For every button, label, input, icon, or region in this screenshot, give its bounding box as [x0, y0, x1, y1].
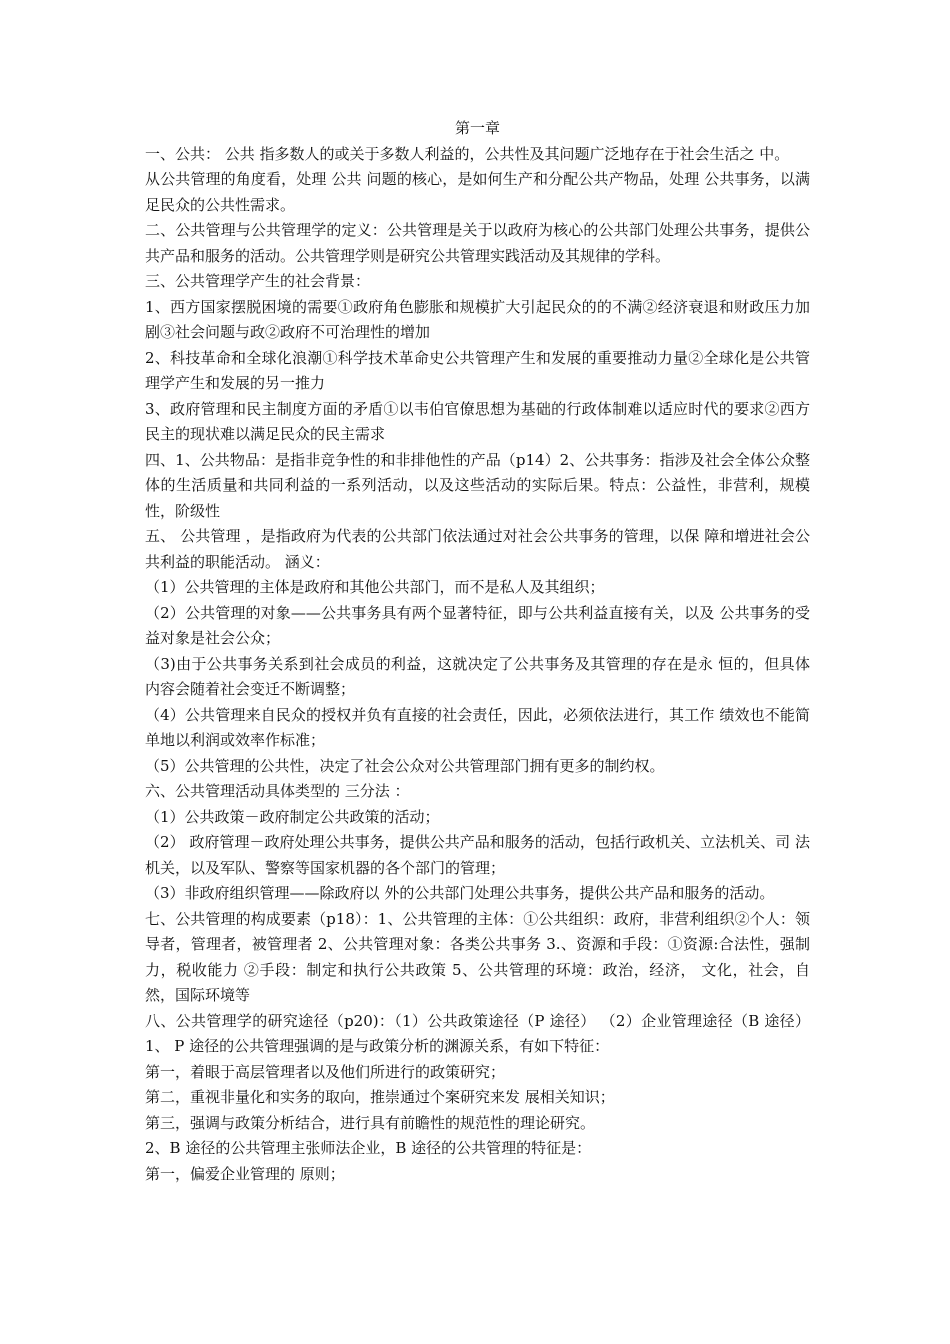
- paragraph: 第二，重视非量化和实务的取向，推崇通过个案研究来发 展相关知识；: [145, 1088, 615, 1106]
- paragraph: （2） 政府管理－政府处理公共事务，提供公共产品和服务的活动，包括行政机关、立法机关、司 法机关，以及军队、警察等国家机器的各个部门的管理；: [145, 833, 810, 877]
- paragraph: 1、西方国家摆脱困境的需要①政府角色膨胀和规模扩大引起民众的的不满②经济衰退和财政压力加剧③社会问题与政②政府不可治理性的增加: [145, 297, 810, 341]
- paragraph: 第一，偏爱企业管理的 原则；: [145, 1164, 345, 1183]
- paragraph: 三、公共管理学产生的社会背景：: [145, 272, 371, 290]
- paragraph: 六、公共管理活动具体类型的 三分法 ：: [145, 782, 410, 800]
- paragraph: （3）非政府组织管理——除政府以 外的公共部门处理公共事务，提供公共产品和服务的活动。: [145, 884, 775, 902]
- paragraph: 七、公共管理的构成要素（p18）：1、公共管理的主体：①公共组织：政府，非营利组织②个人：领导者，管理者，被管理者 2、公共管理对象：各类公共事务 3.、资源和手段：①资源:合法性，强制力，税收能力 ②手段：制定和执行公共政策 5、公共管理的环境：政治，经济， 文化，社会，自然，国际环境等: [145, 909, 810, 1004]
- document-page: [145, 116, 810, 1187]
- paragraph: （1）公共政策－政府制定公共政策的活动；: [145, 807, 440, 826]
- document-body: [145, 142, 810, 1188]
- paragraph: 二、公共管理与公共管理学的定义：公共管理是关于以政府为核心的公共部门处理公共事务，提供公共产品和服务的活动。公共管理学则是研究公共管理实践活动及其规律的学科。: [145, 221, 810, 265]
- chapter-title: 第一章: [454, 119, 500, 137]
- paragraph: 一、公共： 公共 指多数人的或关于多数人利益的，公共性及其问题广泛地存在于社会生活之 中。: [145, 144, 790, 163]
- paragraph: 2、科技革命和全球化浪潮①科学技术革命史公共管理产生和发展的重要推动力量②全球化是公共管理学产生和发展的另一推力: [145, 348, 810, 392]
- paragraph: 第一，着眼于高层管理者以及他们所进行的政策研究；: [145, 1062, 506, 1081]
- paragraph: 从公共管理的角度看，处理 公共 问题的核心，是如何生产和分配公共产物品，处理 公共事务，以满足民众的公共性需求。: [145, 170, 810, 214]
- paragraph: （2）公共管理的对象——公共事务具有两个显著特征，即与公共利益直接有关，以及 公共事务的受益对象是社会公众；: [145, 603, 810, 647]
- paragraph: 第三，强调与政策分析结合，进行具有前瞻性的规范性的理论研究。: [145, 1113, 596, 1132]
- paragraph: 3、政府管理和民主制度方面的矛盾①以韦伯官僚思想为基础的行政体制难以适应时代的要求②西方民主的现状难以满足民众的民主需求: [145, 399, 810, 443]
- paragraph: （5）公共管理的公共性，决定了社会公众对公共管理部门拥有更多的制约权。: [145, 756, 665, 775]
- paragraph: （1）公共管理的主体是政府和其他公共部门，而不是私人及其组织；: [145, 578, 605, 596]
- paragraph: 2、B 途径的公共管理主张师法企业，B 途径的公共管理的特征是：: [145, 1139, 592, 1157]
- paragraph: 四、1、公共物品：是指非竞争性的和非排他性的产品（p14）2、公共事务：指涉及社会全体公众整体的生活质量和共同利益的一系列活动，以及这些活动的实际后果。特点：公益性，非营利，规模性，阶级性: [145, 450, 810, 520]
- paragraph: （4）公共管理来自民众的授权并负有直接的社会责任，因此，必须依法进行，其工作 绩效也不能简单地以利润或效率作标准；: [145, 705, 810, 749]
- paragraph: 五、 公共管理 ，是指政府为代表的公共部门依法通过对社会公共事务的管理，以保 障和增进社会公共利益的职能活动。 涵义：: [145, 527, 810, 571]
- paragraph: （3)由于公共事务关系到社会成员的利益，这就决定了公共事务及其管理的存在是永 恒的，但具体内容会随着社会变迁不断调整；: [145, 654, 810, 698]
- paragraph: 八、公共管理学的研究途径（p20)：（1）公共政策途径（P 途径） （2）企业管理途径（B 途径）1、 P 途径的公共管理强调的是与政策分析的渊源关系，有如下特征：: [145, 1011, 810, 1055]
